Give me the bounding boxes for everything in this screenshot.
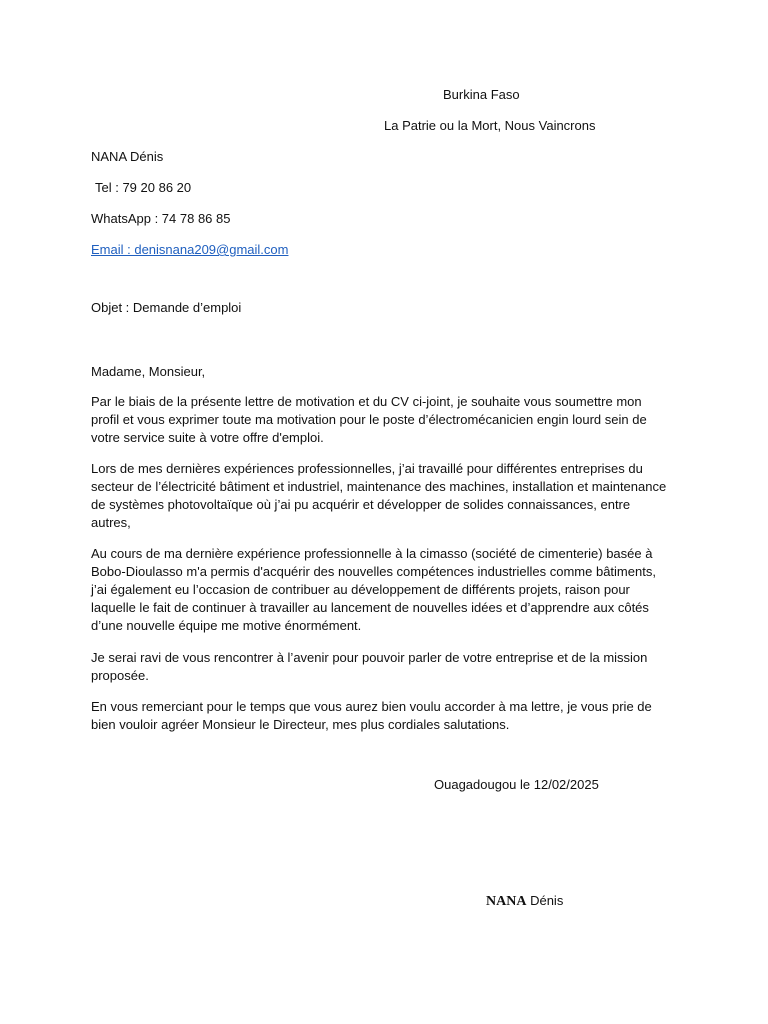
body-paragraph-5: En vous remerciant pour le temps que vous aurez bien voulu accorder à ma lettre, je vous prie de bien vouloir agréer Monsieur le Directeur, mes plus cordiales salutations. bbox=[91, 699, 652, 732]
sender-whatsapp: WhatsApp : 74 78 86 85 bbox=[91, 211, 231, 226]
body-paragraph-4: Je serai ravi de vous rencontrer à l’avenir pour pouvoir parler de votre entreprise et de la mission proposée. bbox=[91, 650, 648, 683]
letter-subject: Objet : Demande d’emploi bbox=[91, 300, 242, 315]
body-paragraph-1: Par le biais de la présente lettre de motivation et du CV ci-joint, je souhaite vous soumettre mon profil et vous exprimer toute ma motivation pour le poste d’électromécanicien engin lourd sein de votre service suite à votre offre d'emploi. bbox=[91, 394, 647, 445]
sender-tel: Tel : 79 20 86 20 bbox=[95, 180, 192, 195]
signature-last-name: NANA bbox=[486, 894, 527, 909]
body-paragraph-2: Lors de mes dernières expériences professionnelles, j’ai travaillé pour différentes entreprises du secteur de l’électricité bâtiment et industriel, maintenance des machines, installation et maintenance de systèmes photovoltaïque où j’ai pu acquérir et développer de solides connaissances, entre autres, bbox=[91, 461, 667, 530]
sender-name: NANA Dénis bbox=[91, 149, 164, 164]
signature bbox=[486, 892, 563, 911]
sender-email-link[interactable]: Email : denisnana209@gmail.com bbox=[91, 242, 289, 257]
header-motto: La Patrie ou la Mort, Nous Vaincrons bbox=[384, 118, 596, 133]
place-and-date: Ouagadougou le 12/02/2025 bbox=[434, 777, 599, 792]
letter-salutation: Madame, Monsieur, bbox=[91, 364, 206, 379]
header-country: Burkina Faso bbox=[443, 87, 520, 102]
body-paragraph-3: Au cours de ma dernière expérience professionnelle à la cimasso (société de cimenterie) basée à Bobo-Dioulasso m'a permis d'acquérir des nouvelles compétences industrielles comme bâtiments, j’ai également eu l’occasion de contribuer au développement de différents projets, raison pour laquelle le fait de continuer à travailler au lancement de nouvelles idées et d’apprendre aux côtés d’une nouvelle équipe me motive énormément. bbox=[91, 546, 656, 633]
signature-first-name: Dénis bbox=[530, 893, 564, 908]
